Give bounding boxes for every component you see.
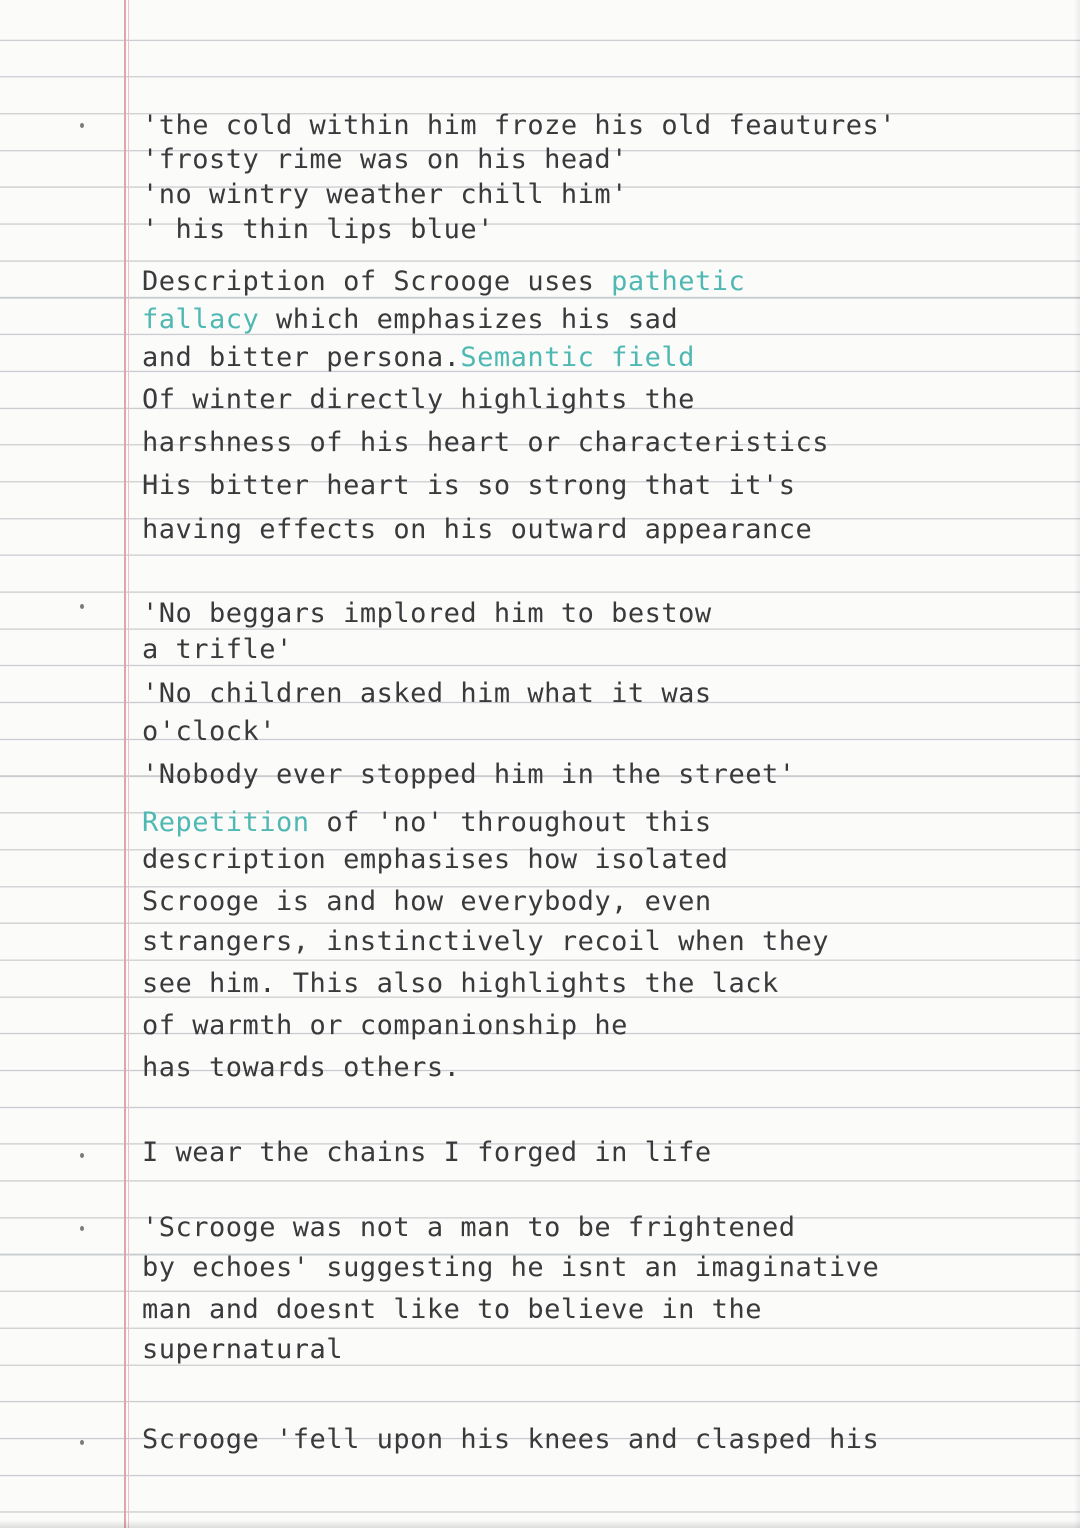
quote-line: I wear the chains I forged in life — [142, 1137, 712, 1168]
technique-term: Repetition — [142, 807, 310, 838]
quote-line: 'Nobody ever stopped him in the street' — [142, 759, 796, 790]
quote-line: 'no wintry weather chill him' — [142, 179, 628, 210]
analysis-line: strangers, instinctively recoil when they — [142, 926, 829, 957]
analysis-line — [142, 264, 745, 300]
technique-term: Semantic field — [460, 342, 695, 373]
technique-term: fallacy — [142, 304, 260, 335]
analysis-line: see him. This also highlights the lack — [142, 968, 779, 999]
page-bottom-edge — [0, 1520, 1080, 1528]
quote-line: 'Scrooge was not a man to be frightened — [142, 1212, 796, 1243]
analysis-line: Of winter directly highlights the — [142, 384, 695, 415]
technique-term: pathetic — [611, 266, 746, 297]
analysis-line: description emphasises how isolated — [142, 844, 729, 875]
quote-line: a trifle' — [142, 634, 293, 665]
quote-line: 'No children asked him what it was — [142, 678, 712, 709]
analysis-text: which emphasizes his sad — [259, 304, 679, 335]
quote-line: 'No beggars implored him to bestow — [142, 598, 712, 629]
analysis-text: of 'no' throughout this — [309, 807, 712, 838]
analysis-line: Scrooge is and how everybody, even — [142, 886, 712, 917]
quote-line: Scrooge 'fell upon his knees and clasped his — [142, 1424, 880, 1455]
analysis-line: of warmth or companionship he — [142, 1010, 628, 1041]
analysis-line: harshness of his heart or characteristics — [142, 427, 829, 458]
bullet-point — [80, 604, 84, 609]
analysis-line — [142, 302, 678, 338]
analysis-line: has towards others. — [142, 1052, 461, 1083]
bullet-point — [80, 1153, 84, 1158]
quote-line: 'the cold within him froze his old feautures' — [142, 110, 896, 141]
analysis-text: Description of Scrooge uses — [142, 266, 595, 297]
analysis-line: having effects on his outward appearance — [142, 514, 813, 545]
analysis-line — [142, 805, 712, 841]
page-edge-shadow — [1074, 0, 1080, 1528]
analysis-line — [142, 340, 695, 376]
bullet-point — [80, 1440, 84, 1445]
analysis-line: by echoes' suggesting he isnt an imaginative — [142, 1252, 880, 1283]
quote-line: o'clock' — [142, 716, 277, 747]
analysis-text: and bitter persona. — [142, 342, 461, 373]
analysis-line: supernatural — [142, 1334, 344, 1365]
quote-line: 'frosty rime was on his head' — [142, 144, 628, 175]
bullet-point — [80, 1226, 84, 1231]
analysis-line: man and doesnt like to believe in the — [142, 1294, 762, 1325]
margin-line-inner — [128, 0, 129, 1528]
analysis-line: His bitter heart is so strong that it's — [142, 470, 796, 501]
margin-line — [124, 0, 126, 1528]
quote-line: ' his thin lips blue' — [142, 214, 494, 245]
bullet-point — [80, 123, 84, 128]
